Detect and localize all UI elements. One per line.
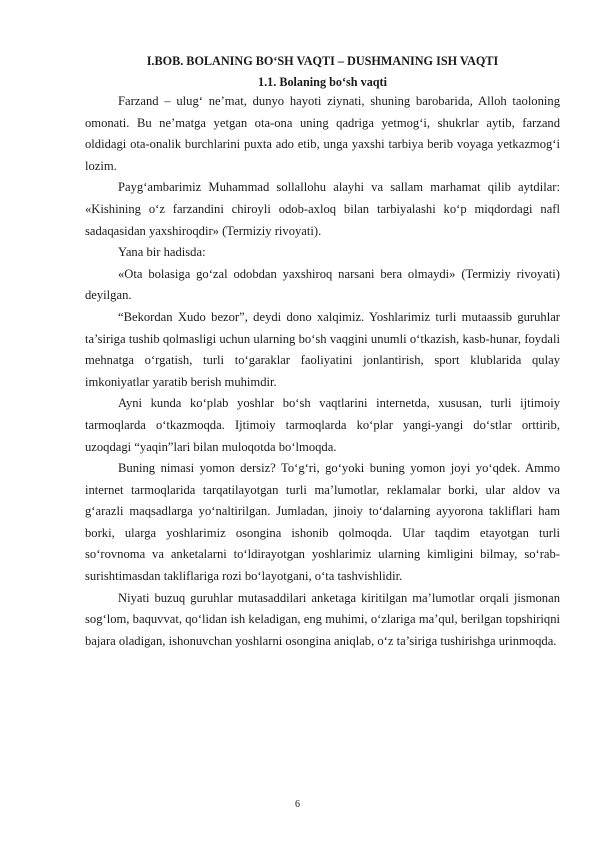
paragraph: Buning nimasi yomon dersiz? To‘g‘ri, go‘yoki buning yomon joyi yo‘qdek. Ammo internet tarmoqlarida tarqatilayotgan turli ma’lumotlar, reklamalar borki, ular aldov va g‘arazli maqsadlarga yo‘naltirilgan. Jumladan, jinoiy to‘dalarning ayyorona takliflari ham borki, ularga yoshlarimiz osongina ishonib qolmoqda. Ular taqdim etayotgan turli so‘rovnoma va anketalarni to‘ldirayotgan yoshlarimiz ularning kimligini bilmay, so‘rab-surishtimasdan takliflariga rozi bo‘layotgani, o‘ta tashvishlidir. bbox=[85, 461, 560, 584]
paragraph: Yana bir hadisda: bbox=[118, 245, 206, 260]
paragraph: Niyati buzuq guruhlar mutasaddilari anketaga kiritilgan ma’lumotlar orqali jismonan sog‘lom, baquvvat, qo‘lidan ish keladigan, eng muhimi, o‘zlariga ma’qul, berilgan topshiriqni bajara oladigan, ishonuvchan yoshlarni osongina aniqlab, o‘z ta’siriga tushirishga urinmoqda. bbox=[85, 590, 560, 648]
paragraph: “Bekordan Xudo bezor”, deydi dono xalqimiz. Yoshlarimiz turli mutaassib guruhlar ta’siriga tushib qolmasligi uchun ularning bo‘sh vaqgini unumli o‘tkazish, kasb-hunar, foydali mehnatga o‘rgatish, turli to‘garaklar faoliyatini jonlantirish, sport klublarida qulay imkoniyatlar yaratib berish muhimdir. bbox=[85, 309, 560, 389]
paragraph: Ayni kunda ko‘plab yoshlar bo‘sh vaqtlarini internetda, xususan, turli ijtimoiy tarmoqlarda o‘tkazmoqda. Ijtimoiy tarmoqlarda ko‘plar yangi-yangi do‘stlar orttirib, uzoqdagi “yaqin”lari bilan muloqotda bo‘lmoqda. bbox=[85, 396, 560, 454]
section-title: 1.1. Bolaning bo‘sh vaqti bbox=[257, 75, 388, 89]
paragraph: Farzand – ulug‘ ne’mat, dunyo hayoti ziynati, shuning barobarida, Alloh taoloning omonati. Bu ne’matga yetgan ota-ona uning qadriga yetmog‘i, shukrlar aytib, farzand oldidagi ota-onalik burchlarini puxta ado etib, unga yaxshi tarbiya berib voyaga yetkazmog‘i lozim. bbox=[85, 94, 560, 173]
body-text bbox=[85, 91, 560, 652]
paragraph: «Ota bolasiga go‘zal odobdan yaxshiroq narsani bera olmaydi» (Termiziy rivoyati) deyilgan. bbox=[85, 266, 560, 303]
chapter-title: I.BOB. BOLANING BO‘SH VAQTI – DUSHMANING ISH VAQTI bbox=[146, 54, 499, 68]
paragraph: Payg‘ambarimiz Muhammad sollallohu alayhi va sallam marhamat qilib aytdilar: «Kishining o‘z farzandini chiroyli odob-axloq bilan tarbiyalashi ko‘p miqdordagi nafl sadaqasidan yaxshiroqdir» (Termiziy rivoyati). bbox=[85, 180, 560, 238]
page-number: 6 bbox=[295, 799, 300, 810]
